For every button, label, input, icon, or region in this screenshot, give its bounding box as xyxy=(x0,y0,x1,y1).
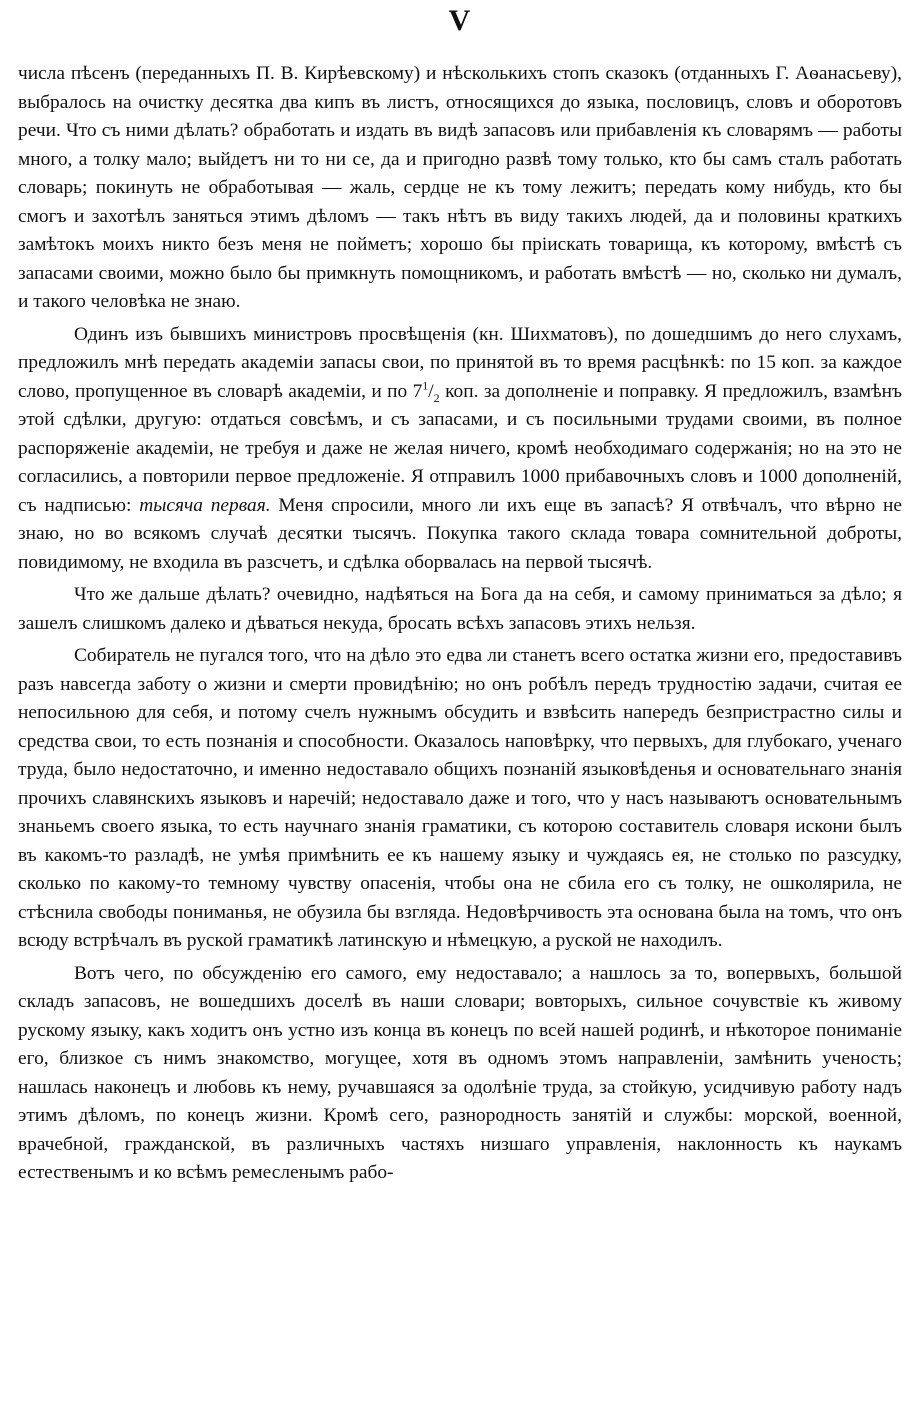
page-number: V xyxy=(448,4,472,37)
paragraph-5: Вотъ чего, по обсужденію его самого, ему недоставало; а нашлось за то, вопервыхъ, большой складъ запасовъ, не вошедшихъ доселѣ въ наши словари; вовторыхъ, сильное сочувствіе къ живому рускому языку, какъ ходитъ онъ устно изъ конца въ конецъ по всей нашей родинѣ, и нѣкоторое пониманіе его, близкое съ нимъ знакомство, могущее, хотя въ одномъ этомъ направленіи, замѣнить ученость; нашлась наконецъ и любовь къ нему, ручавшаяся за одолѣніе труда, за стойкую, усидчивую работу надъ этимъ дѣломъ, по конецъ жизни. Кромѣ сего, разнородность занятій и службы: морской, военной, врачебной, гражданской, въ различныхъ частяхъ низшаго управленія, наклонность къ наукамъ естественымъ и ко всѣмъ ремесленымъ рабо- xyxy=(18,962,902,1183)
paragraph-2-middle: коп. за дополненіе и поправку. Я предложилъ, взамѣнъ этой сдѣлки, другую: отдаться совсѣмъ, и съ запасами, и съ посильными трудами своими, въ полное распоряженіе академіи, не требуя и даже не желая ничего, кромѣ необходимаго содержанія; но на это не согласились, а повторили первое предложеніе. Я отправилъ 1000 прибавочныхъ словъ и 1000 дополненій, съ надписью: xyxy=(18,380,902,516)
fraction-denominator: 2 xyxy=(433,390,440,405)
paragraph-4: Собиратель не пугался того, что на дѣло это едва ли станетъ всего остатка жизни его, предоставивъ разъ навсегда заботу о жизни и смерти провидѣнію; но онъ робѣлъ передъ трудностію задачи, считая ее непосильною для себя, и потому счелъ нужнымъ обсудить и взвѣсить напередъ безпристрастно силы и средства свои, то есть познанія и способности. Оказалось наповѣрку, что первыхъ, для глубокаго, ученаго труда, было недостаточно, и именно недоставало общихъ познаній языковѣденья и основательнаго знанія прочихъ славянскихъ языковъ и наречій; недоставало даже и того, что у насъ называютъ основательнымъ знаньемъ своего языка, то есть научнаго знанія граматики, съ которою составитель словаря искони былъ въ какомъ-то разладѣ, не умѣя примѣнить ее къ нашему языку и чуждаясь ея, не столько по разсудку, сколько по какому-то темному чувству опасенія, чтобы она не сбила его съ толку, не ошколярила, не стѣснила свободы пониманья, не обузила бы взгляда. Недовѣрчивость эта основана была на томъ, что онъ всюду встрѣчалъ въ руской граматикѣ латинскую и нѣмецкую, а руской не находилъ. xyxy=(18,645,902,951)
paragraph-3: Что же дальше дѣлать? очевидно, надѣяться на Бога да на себя, и самому приниматься за дѣло; я зашелъ слишкомъ далеко и дѣваться некуда, бросать всѣхъ запасовъ этихъ нельзя. xyxy=(18,584,902,634)
paragraph-2: Одинъ изъ бывшихъ министровъ просвѣщенія (кн. Шихматовъ), по дошедшимъ до него слухамъ, предложилъ мнѣ передать академіи запасы свои, по принятой въ то время расцѣнкѣ: по 15 коп. за каждое слово, пропущенное въ словарѣ академіи, и по $7^1/_2$ коп. за дополненіе и поправку. Я предложилъ, взамѣнъ этой сдѣлки, другую: отдаться совсѣмъ, и съ запасами, и съ посильными трудами своими, въ полное распоряженіе академіи, не требуя и даже не желая ничего, кромѣ необходимаго содержанія; но на это не согласились, а повторили первое предложеніе. Я отправилъ 1000 прибавочныхъ словъ и 1000 дополненій, съ надписью: тысяча первая. Меня спросили, много ли ихъ еще въ запасѣ? Я отвѣчалъ, что вѣрно не знаю, но во всякомъ случаѣ десятки тысячъ. Покупка такого склада товара сомнительной доброты, повидимому, не входила въ разсчетъ, и сдѣлка оборвалась на первой тысячѣ. xyxy=(18,323,902,573)
fraction-numerator: 1 xyxy=(422,378,429,393)
paragraph-2-before: Одинъ изъ бывшихъ министровъ просвѣщенія (кн. Шихматовъ), по дошедшимъ до него слухамъ, предложилъ мнѣ передать академіи запасы свои, по принятой въ то время расцѣнкѣ: по 15 коп. за каждое слово, пропущенное въ словарѣ академіи, и по 7 xyxy=(18,323,902,402)
emphasis-phrase: тысяча первая. xyxy=(139,494,271,516)
paragraph-2-after: Меня спросили, много ли ихъ еще въ запасѣ? Я отвѣчалъ, что вѣрно не знаю, но во всякомъ случаѣ десятки тысячъ. Покупка такого склада товара сомнительной доброты, повидимому, не входила въ разсчетъ, и сдѣлка оборвалась на первой тысячѣ. xyxy=(18,494,902,573)
paragraph-1: числа пѣсенъ (переданныхъ П. В. Кирѣевскому) и нѣсколькихъ стопъ сказокъ (отданныхъ Г. Аѳанасьеву), выбралось на очистку десятка два кипъ въ листъ, относящихся до языка, пословицъ, словъ и оборотовъ речи. Что съ ними дѣлать? обработать и издать въ видѣ запасовъ или прибавленія къ словарямъ — работы много, а толку мало; выйдетъ ни то ни се, да и пригодно развѣ тому только, кто бы самъ сталъ работать словарь; покинуть не обработывая — жаль, сердце не къ тому лежитъ; передать кому нибудь, кто бы смогъ и захотѣлъ заняться этимъ дѣломъ — такъ нѣтъ въ виду такихъ людей, да и половины краткихъ замѣтокъ моихъ никто безъ меня не пойметъ; хорошо бы пріискать товарища, къ которому, вмѣстѣ съ запасами своими, можно было бы примкнуть помощникомъ, и работать вмѣстѣ — но, сколько ни думалъ, и такого человѣка не знаю. xyxy=(18,63,902,312)
